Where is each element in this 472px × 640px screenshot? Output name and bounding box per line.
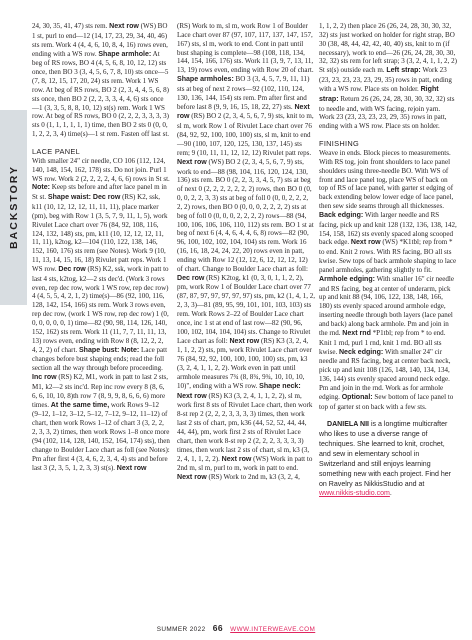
bold-lead-in: Next rnd	[342, 329, 371, 337]
bold-lead-in: Next row	[116, 464, 147, 472]
text-run: (WS) BO 1 st, purl to end—12 (14, 17, 23, 29, 34, 40, 46) sts rem. Work 4 (4, 4, 6, 10, 8, 4, 16) rows even, ending with a WS row.	[32, 22, 168, 58]
column-3	[319, 22, 457, 499]
bio-link[interactable]: www.nikkis-studio.com	[319, 490, 390, 498]
designer-bio	[319, 420, 457, 499]
text-run: Keep sts before and after lace panel m in St st.	[32, 183, 167, 202]
text-run: *P1tbl; rep from * to end. Knit 1 rnd, purl 1 rnd, knit 1 rnd. BO all sts kwise.	[319, 328, 446, 356]
page-footer	[0, 623, 472, 633]
text-run: is a longtime multicrafter who likes to use a diverse range of techniques. She learned to knit, crochet, and sew in elementary school in Switzerland and still enjoys learning something new with each project. Find her on Ravelry as NikkisStudio and at	[319, 421, 452, 488]
bold-lead-in: Right strap:	[319, 85, 439, 103]
bold-lead-in: Next row	[221, 455, 252, 463]
text-run: .	[389, 490, 392, 498]
text-run: With smaller 24" cir needle, CO 106 (112, 124, 140, 148, 154, 162, 178) sts. Do not join. Purl 1 WS row. Work 2 (2, 2, 2, 2, 4, 6, 6) rows in St st.	[32, 156, 170, 183]
text-run: With smaller 24" cir needle and RS facing, beg at center back neck, pick up and knit 108 (126, 148, 140, 134, 134, 136, 144) sts evenly spaced around neck edge. Pm and join in the rnd. Work as for armhole edging.	[319, 347, 451, 401]
section-heading: LACE PANEL	[32, 146, 81, 156]
paragraph	[319, 22, 457, 131]
text-run: Weave in ends. Block pieces to measurements. With RS tog, join front shoulders to lace panel shoulders using three-needle BO. With WS of front and lace panel tog, place WS of back on top of RS of lace panel, with garter st edging of back extending below lower edge of lace panel, then sew side seams through all thicknesses.	[319, 148, 454, 211]
section-label: BACKSTORY	[8, 165, 20, 249]
text-run: (RS) K3 (3, 2, 4, 1, 1, 2, 2), sl m, work first 8 sts of Rivulet Lace chart, then work 8-st rep 2 (2, 2, 2, 3, 3, 3, 3) times, then work last 2 sts of chart, pm, k36 (44, 52, 52, 44, 44, 44, 44), pm, work first 2 sts of Rivulet Lace chart, then work 8-st rep 2 (2, 2, 2, 3, 3, 3, 3) times, then work last 2 sts of chart, sl m, k3 (3, 2, 4, 1, 1, 2, 2).	[177, 391, 313, 463]
text-run: At beg of RS rows, BO 4 (4, 5, 6, 8, 10, 12, 12) sts once, then BO 3 (3, 4, 5, 6, 7, 8, 10) sts once—5 (7, 8, 12, 15, 17, 20, 24) sts rem. Work 1 WS row. At beg of RS rows, BO 2 (2, 3, 4, 4, 5, 6, 8) sts once, then BO 2 (2, 2, 3, 3, 4, 4, 6) sts once—1 (3, 3, 5, 8, 8, 10, 12) st(s) rem. Work 1 WS row. At beg of RS rows, BO 0 (2, 2, 2, 3, 3, 3, 3) sts 0 (1, 1, 1, 1, 1, 1) time, then BO 2 sts 0 (0, 0, 1, 2, 2, 3, 4) time(s)—1 st rem. Fasten off last st.	[32, 49, 170, 139]
text-run: (RS) BO 2 (2, 3, 4, 5, 6, 7, 9) sts, knit to m, sl m, work Row 1 of Rivulet Lace chart over 76 (84, 92, 92, 100, 100, 100) sts, sl m, knit to end—90 (100, 107, 120, 125, 130, 137, 145) sts rem; 9 (10, 11, 11, 12, 12, 12) Rivulet patt reps.	[177, 112, 314, 157]
text-run: (WS) *K1tbl; rep from * to end. Knit 2 rows. With RS facing, BO all sts kwise. Sew tops of back armhole shaping to lace panel armholes, gathering slightly to fit.	[319, 238, 457, 274]
paragraph	[32, 22, 170, 139]
paragraph	[319, 149, 457, 411]
bold-lead-in: Left strap:	[386, 67, 421, 75]
text-run: (WS) BO 2 (2, 3, 4, 5, 6, 7, 9) sts, work to end—88 (98, 104, 116, 120, 124, 130, 136) sts rem. BO 0 (2, 2, 3, 3, 4, 5, 7) sts at beg of next 0 (2, 2, 2, 2, 2, 2, 2) rows, then BO 0 (0, 0, 0, 2, 2, 3, 3) sts at beg of foll 0 (0, 0, 2, 2, 2, 2, 2) rows, then BO 0 (0, 0, 0, 2, 2, 2, 2) sts at beg of foll 0 (0, 0, 0, 2, 2, 2, 2) rows—88 (94, 100, 106, 106, 106, 110, 112) sts rem. BO 1 st at beg of next 6 (4, 4, 6, 4, 4, 6, 8) rows—82 (90, 96, 100, 102, 102, 104, 104) sts rem. Work 16 (16, 16, 18, 24, 24, 22, 20) rows even in patt, ending with Row 12 (12, 12, 6, 12, 12, 12, 12) of chart. Change to Boulder Lace chart as foll:	[177, 157, 314, 273]
bold-lead-in: Dec row	[177, 274, 205, 282]
section-heading: FINISHING	[319, 139, 360, 149]
column-1	[32, 22, 170, 473]
issue-label: SUMMER 2022	[156, 626, 206, 633]
bold-lead-in: Next row	[350, 239, 381, 247]
bold-lead-in: Inc row	[32, 374, 57, 382]
text-run: (RS) K2tog, k1 (0, 3, 0, 1, 1, 2, 2), pm, work Row 1 of Boulder Lace chart over 77 (87, 87, 97, 97, 97, 97, 97) sts, pm, k2 (1, 4, 1, 2, 2, 3, 3)—81 (89, 95, 99, 101, 101, 103, 103) sts rem. Work Rows 2–22 of Boulder Lace chart once, inc 1 st at end of last row—82 (90, 96, 100, 102, 104, 104, 104) sts. Change to Rivulet Lace chart as foll:	[177, 273, 315, 345]
text-run: With larger needle and RS facing, pick up and knit 128 (132, 136, 138, 142, 154, 158, 162) sts evenly spaced along scooped back edge.	[319, 210, 457, 247]
text-run: 24, 30, 35, 41, 47) sts rem.	[32, 22, 110, 30]
text-run: Return 26 (26, 24, 28, 30, 30, 32, 32) sts to needle and, with WS facing, rejoin yarn. Work 23 (23, 23, 23, 23, 29, 35) rows in patt, ending with a WS row. Place sts on holder.	[319, 94, 455, 131]
bold-lead-in: Next row	[109, 23, 139, 30]
website-link[interactable]: WWW.INTERWEAVE.COM	[230, 626, 316, 633]
bold-lead-in: Optional:	[341, 393, 373, 401]
text-run: (RS) K2, M1, work in patt to last 2 sts, M1, k2—2 sts inc'd. Rep inc row every 8 (8, 6, 6, 6, 10, 10, 8)th row 7 (8, 9, 9, 8, 6, 6, 6) more times.	[32, 373, 169, 409]
bold-lead-in: Next row	[177, 103, 310, 121]
bold-lead-in: Shape armholes:	[177, 76, 234, 84]
bold-lead-in: Armhole edging:	[319, 275, 375, 283]
bold-lead-in: Note:	[32, 184, 51, 192]
text-run: With smaller 16" cir needle and RS facing, beg at center of underarm, pick up and knit 88 (94, 106, 122, 138, 148, 166, 180) sts evenly spaced around armhole edge, inserting needle through both layers (lace panel and back) along back armhole. Pm and join in the rnd.	[319, 274, 454, 337]
text-run: (WS) Work in patt to 2nd m, sl m, purl to m, work in patt to end.	[177, 454, 313, 473]
bold-lead-in: At the same time,	[50, 401, 110, 409]
bold-lead-in: DANIELA NII	[327, 421, 370, 429]
text-run: (RS) Work to m, sl m, work Row 1 of Boulder Lace chart over 87 (97, 107, 117, 137, 147, 157, 167) sts, sl m, work to end. Cont in patt until bust shaping is complete—98 (108, 118, 134, 144, 154, 166, 176) sts. Work 11 (3, 9, 7, 13, 11, 13, 19) rows even, ending with Row 20 of chart.	[177, 22, 314, 75]
text-run: (RS) K2, ssk, work in patt to last 4 sts, k2tog, k2—2 sts dec'd. (Work 3 rows even, rep dec row, work 1 WS row, rep dec row) 4 (4, 5, 5, 4, 2, 1, 2) time(s)—86 (92, 100, 116, 128, 142, 154, 166) sts rem. Work 3 rows even, rep dec row, (work 1 WS row, rep dec row) 1 (0, 0, 0, 0, 0, 0, 1) time—82 (90, 98, 114, 126, 140, 152, 162) sts rem. Work 11 (11, 7, 7, 11, 11, 13, 13) rows even, ending with Row 8 (8, 12, 2, 2, 4, 2, 2) of chart.	[32, 264, 169, 354]
paragraph	[32, 157, 170, 474]
text-run: work Rows 9–12 (9–12, 1–12, 3–12, 5–12, 7–12, 9–12, 11–12) of chart, then work Rows 1–12 of chart 3 (3, 2, 2, 2, 3, 3, 2) times, then work Rows 1–8 once more (94 (102, 114, 128, 140, 152, 164, 174) sts), then change to Boulder Lace chart as foll (see Notes): Pm after first 4 (3, 4, 6, 2, 3, 4, 4) sts and before last 3 (2, 3, 5, 1, 2, 3, 3) st(s).	[32, 400, 170, 472]
bold-lead-in: Shape neck: Next row	[177, 382, 301, 400]
text-run: BO 3 (3, 4, 5, 7, 9, 11, 11) sts at beg of next 2 rows—92 (102, 110, 124, 130, 136, 144, 154) sts rem. Pm after first and before last 8 (9, 9, 16, 15, 18, 22, 27) sts.	[177, 75, 310, 111]
text-run: (RS) Work to 2nd m, k3 (3, 2, 4,	[206, 473, 300, 482]
bold-lead-in: Shape waist: Dec row	[47, 194, 121, 202]
page-number: 66	[212, 623, 223, 633]
text-run: (RS) K3 (3, 2, 4, 1, 1, 2, 2) sts, pm, work Rivulet Lace chart over 76 (84, 92, 92, 100, 100, 100, 100) sts, pm, k3 (3, 2, 4, 1, 1, 2, 2). Work even in patt until armhole measures 7¾ (8, 8¾, 9¾, 10, 10, 10, 10)", ending with a WS row.	[177, 336, 312, 390]
bold-lead-in: Back edging:	[319, 211, 364, 219]
text-run: (RS) K2, ssk, k11 (10, 12, 12, 12, 11, 11, 11), place marker (pm), beg with Row 1 (3, 5, 7, 9, 11, 1, 5), work Rivulet Lace chart over 76 (84, 92, 108, 116, 124, 132, 148) sts, pm, k11 (10, 12, 12, 12, 11, 11, 11), k2tog, k2—104 (110, 122, 138, 146, 152, 160, 176) sts rem (see Notes). Work 9 (10, 11, 13, 14, 15, 16, 18) Rivulet patt reps. Work 1 WS row.	[32, 193, 168, 273]
text-run: Sew bottom of lace panel to top of garter st on back with a few sts.	[319, 392, 454, 411]
bold-lead-in: Next row	[177, 474, 207, 482]
bold-lead-in: Next row	[177, 158, 207, 166]
text-run: Work 23 (23, 23, 23, 23, 23, 29, 35) rows in patt, ending with a WS row. Place sts on holder.	[319, 66, 452, 93]
bold-lead-in: Next row	[229, 337, 260, 345]
paragraph	[177, 22, 315, 483]
bold-lead-in: Shape bust: Note:	[78, 346, 140, 354]
text-run: Lace patt changes before bust shaping ends; read the foll section all the way through before proceeding.	[32, 345, 168, 373]
bold-lead-in: Neck edging:	[338, 348, 384, 356]
bold-lead-in: Dec row	[58, 265, 86, 273]
column-2	[177, 22, 315, 483]
bold-lead-in: Shape armhole:	[98, 50, 152, 58]
text-run: 1, 1, 2, 2) then place 26 (26, 24, 28, 30, 30, 32, 32) sts just worked on holder for right strap, BO 30 (38, 48, 44, 42, 42, 40, 40) sts, knit to m (if necessary), work to end—26 (26, 24, 28, 30, 30, 32, 32) sts rem for left strap; 3 (3, 2, 4, 1, 1, 2, 2) St st(s) outside each m.	[319, 22, 457, 75]
